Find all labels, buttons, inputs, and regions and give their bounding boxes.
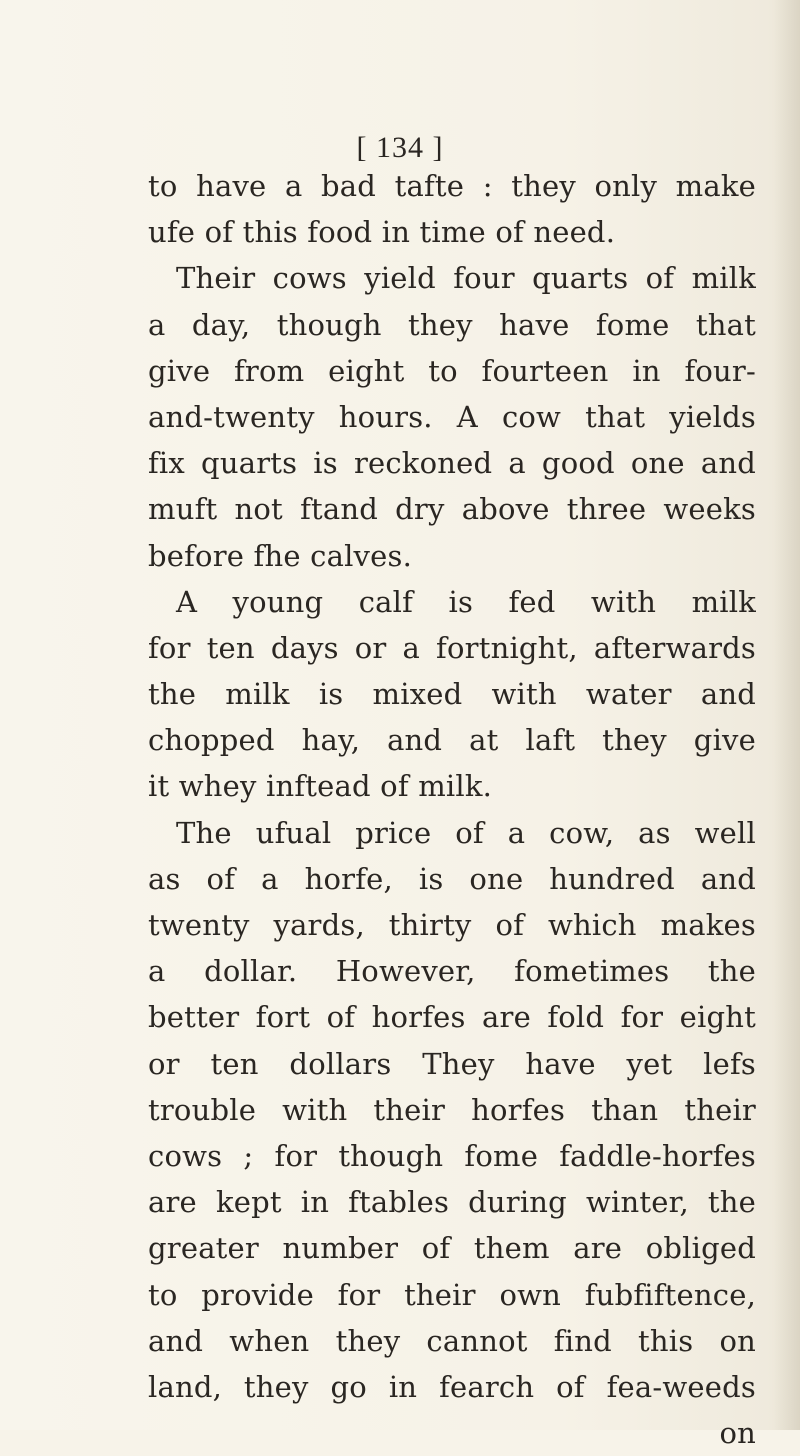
text-line: to have a bad tafte : they only make	[148, 169, 756, 203]
text-line: the milk is mixed with water and	[148, 677, 756, 712]
text-line: for ten days or a fortnight, afterwards	[148, 630, 756, 665]
text-line: to provide for their own fubfiftence,	[148, 1277, 756, 1312]
text-line: as of a horfe, is one hundred and	[148, 861, 756, 896]
text-line: it whey inftead of milk.	[148, 769, 493, 804]
page-number: [ 134 ]	[356, 131, 444, 164]
text-line: The ufual price of a cow, as well	[176, 815, 756, 850]
text-line: A young calf is fed with milk	[176, 584, 756, 619]
text-line: Their cows yield four quarts of milk	[176, 261, 756, 296]
text-line: a dollar. However, fometimes the	[148, 954, 756, 989]
text-line: chopped hay, and at laft they give	[148, 723, 756, 758]
text-line: before fhe calves.	[148, 538, 413, 573]
text-line: muft not ftand dry above three weeks	[148, 492, 756, 527]
text-line: better fort of horfes are fold for eight	[148, 1000, 756, 1035]
text-line: give from eight to fourteen in four-	[148, 353, 756, 388]
text-line: or ten dollars They have yet lefs	[148, 1046, 756, 1081]
text-line: greater number of them are obliged	[148, 1231, 756, 1266]
text-line: and-twenty hours. A cow that yields	[148, 399, 756, 434]
text-line: a day, though they have fome that	[148, 307, 756, 342]
text-line: twenty yards, thirty of which makes	[148, 908, 756, 942]
catchword: on	[719, 1416, 756, 1451]
text-line: and when they cannot find this on	[148, 1323, 756, 1358]
text-line: fix quarts is reckoned a good one and	[148, 446, 756, 481]
text-line: cows ; for though fome faddle-horfes	[148, 1138, 756, 1173]
page-text	[148, 163, 756, 1456]
text-line: land, they go in fearch of fea-weeds	[148, 1369, 756, 1404]
text-line: ufe of this food in time of need.	[148, 215, 616, 250]
page-edge-shadow	[774, 0, 800, 1430]
text-line: trouble with their horfes than their	[148, 1092, 756, 1127]
text-line: are kept in ftables during winter, the	[148, 1185, 756, 1220]
